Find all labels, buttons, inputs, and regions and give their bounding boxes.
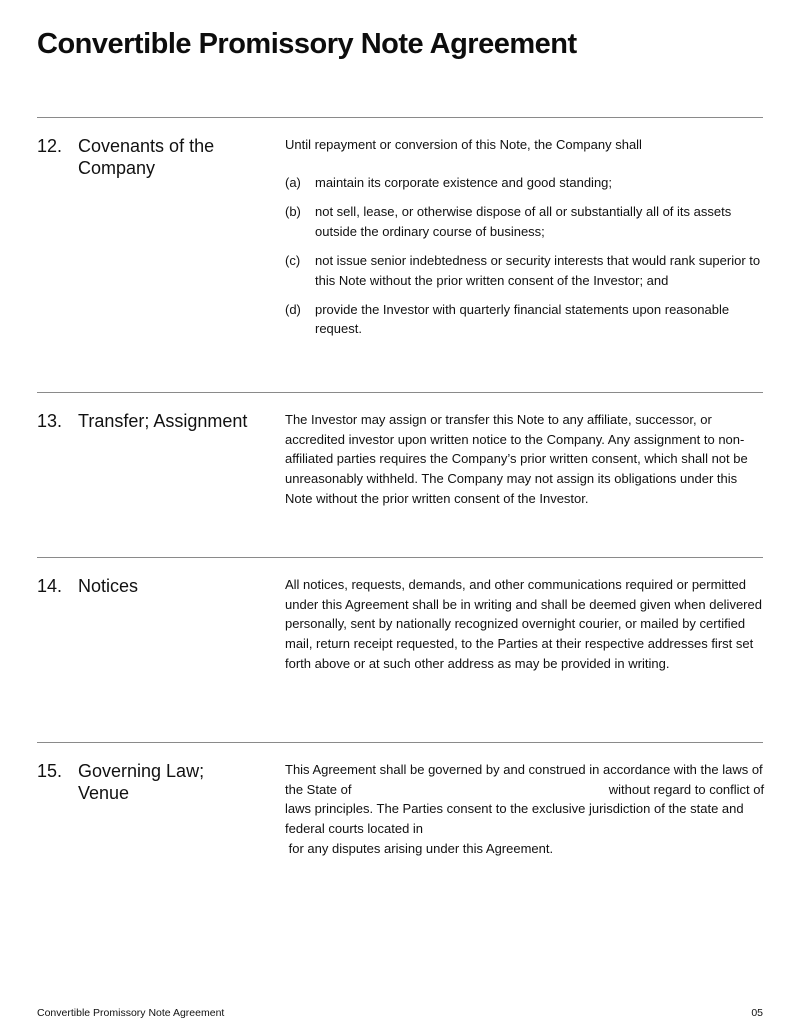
list-marker: (b) [285, 203, 301, 219]
section-heading: Transfer; Assignment [78, 411, 248, 431]
section-paragraph [285, 760, 765, 859]
section-heading: Notices [78, 576, 139, 596]
section-paragraph: The Investor may assign or transfer this Note to any affiliate, successor, or accredited investor upon written notice to the Company. Any assignment to non-affiliated parties requires the Company’s prior written consent, which shall not be unreasonably withheld. The Company may not assign its obligations under this Note without the prior written consent of the Investor. [285, 412, 748, 506]
section-body [285, 760, 765, 859]
section-intro: Until repayment or conversion of this Note, the Company shall [285, 137, 642, 152]
section-transfer [37, 392, 763, 558]
section-notices [37, 557, 763, 743]
footer-document-title: Convertible Promissory Note Agreement [37, 1007, 225, 1019]
section-number: 14. [37, 576, 63, 596]
section-body [285, 575, 765, 674]
list-item-text: provide the Investor with quarterly financial statements upon reasonable request. [315, 301, 730, 337]
section-number: 12. [37, 136, 63, 156]
section-heading: Governing Law; Venue [78, 761, 205, 803]
section-covenants [37, 117, 763, 393]
section-number: 13. [37, 411, 63, 431]
section-governing-law [37, 742, 763, 943]
list-item-text: maintain its corporate existence and good standing; [315, 174, 613, 190]
list-marker: (d) [285, 301, 301, 317]
list-item [285, 300, 765, 339]
section-paragraph: All notices, requests, demands, and other communications required or permitted under this Agreement shall be in writing and shall be deemed given when delivered personally, sent by nationally recognized overnight courier, or mailed by certified mail, return receipt requested, to the Parties at their respective addresses first set forth above or at such other address as may be provided in writing. [285, 577, 762, 671]
venue-text: for any disputes arising under this Agreement. [288, 840, 554, 856]
list-item-text: not sell, lease, or otherwise dispose of all or substantially all of its assets outside the ordinary course of business; [315, 203, 732, 239]
section-body [285, 135, 765, 349]
covenant-list [285, 173, 765, 339]
section-body [285, 410, 765, 509]
section-number: 15. [37, 761, 63, 781]
list-item [285, 251, 765, 290]
footer-page-number: 05 [751, 1007, 763, 1019]
list-marker: (a) [285, 174, 301, 190]
list-marker: (c) [285, 252, 301, 268]
document-title: Convertible Promissory Note Agreement [37, 28, 577, 60]
governing-law-text: This Agreement shall be governed by and construed in accordance with the laws of the State of [285, 762, 763, 797]
list-item-text: not issue senior indebtedness or security interests that would rank superior to this Note without the prior written consent of the Investor; and [315, 252, 761, 288]
governing-law-text: without regard to conflict of laws principles. The Parties consent to the exclusive jurisdiction of the state and federal courts located in [285, 781, 765, 837]
list-item [285, 173, 765, 193]
section-heading: Covenants of the Company [78, 136, 215, 178]
list-item [285, 202, 765, 241]
